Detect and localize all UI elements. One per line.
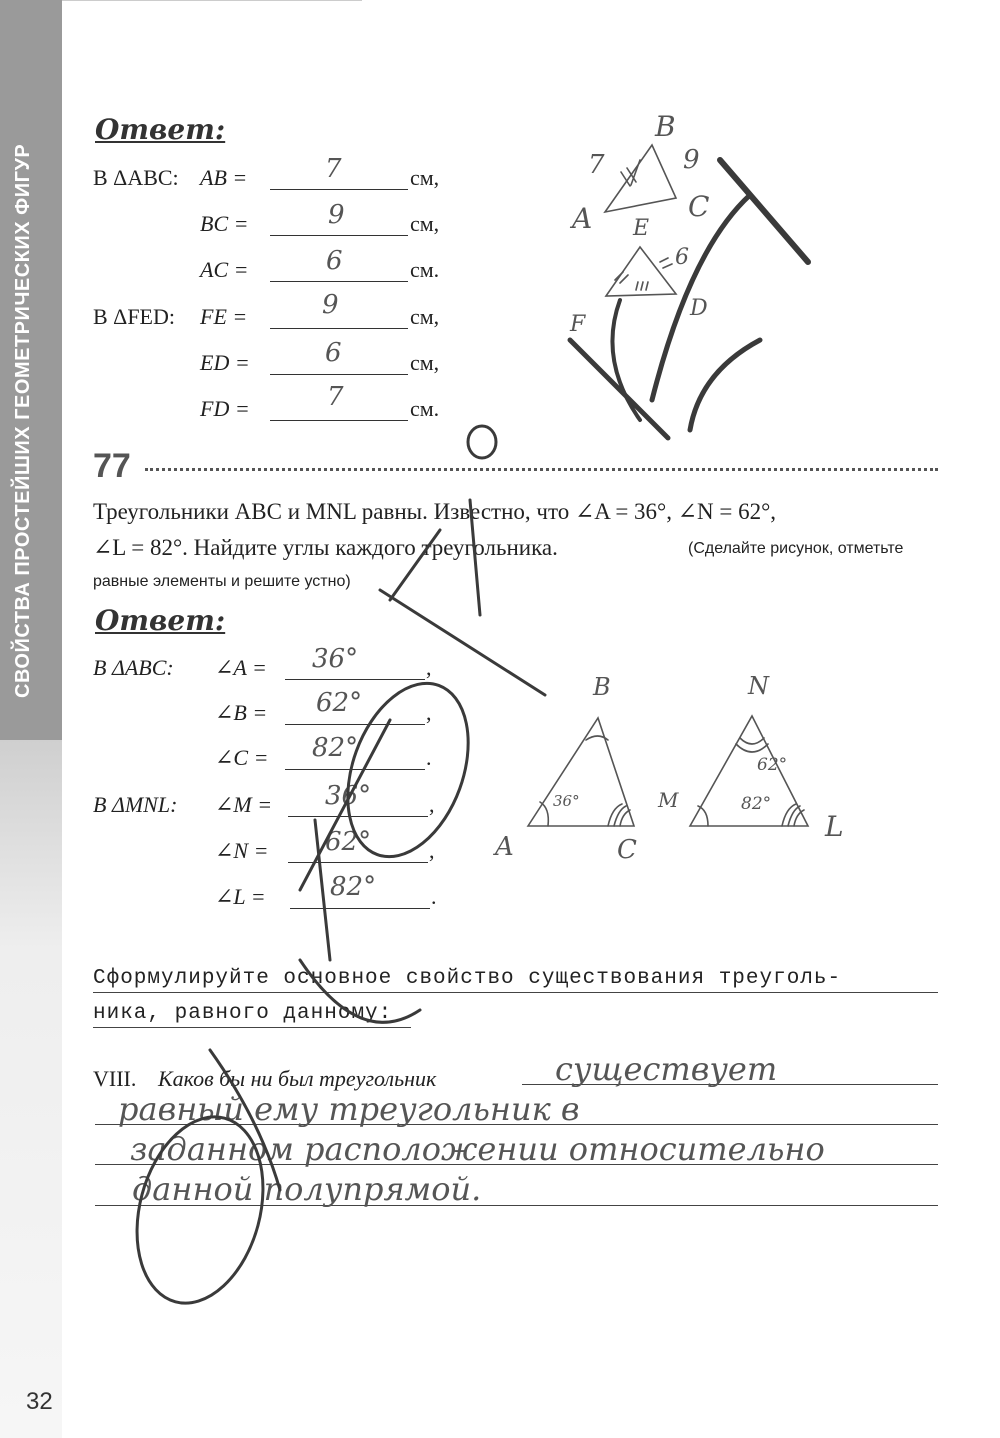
overlay-letter-o-large <box>326 667 491 874</box>
answer2-heading: Ответ: <box>95 604 226 637</box>
overlay-letter-o-bottom <box>117 1103 282 1318</box>
page-number: 32 <box>26 1388 53 1415</box>
sketch1-label: A <box>572 202 593 235</box>
answer1-row-unit: см, <box>410 211 440 236</box>
scribble-stroke <box>690 340 760 430</box>
answer2-row-label: ∠N = <box>215 838 269 863</box>
scribble-stroke <box>612 300 640 420</box>
answer1-row-unit: см. <box>410 257 440 282</box>
sketch2-label: A <box>495 832 514 862</box>
sketch1-triangle-abc <box>605 145 676 212</box>
sketch1-label: 6 <box>675 245 689 270</box>
answer1-triangle2-prefix: В ΔFED: <box>93 304 175 329</box>
answer1-row-value: 9 <box>322 290 339 320</box>
answer2-row-value: 62° <box>316 688 363 718</box>
answer2-row-label: ∠A = <box>215 655 267 680</box>
sketch1-tick-marks <box>615 258 672 290</box>
answer2-row-punct: , <box>426 700 432 725</box>
angle-arc <box>736 738 768 752</box>
sketch2-label: C <box>617 835 637 865</box>
sketch2-label: 82° <box>741 794 772 814</box>
answer2-row-punct: , <box>429 838 435 863</box>
answer2-row-punct: , <box>426 655 432 680</box>
answer2-row-value: 62° <box>325 827 372 857</box>
problem-text-line2: ∠L = 82°. Найдите углы каждого треугольника. <box>93 535 558 560</box>
property-prompt-line2: ника, равного данному: <box>93 1002 393 1025</box>
answer1-row-value: 9 <box>328 200 345 230</box>
overlay-circles <box>117 426 496 1317</box>
property-roman: VIII. <box>93 1066 137 1091</box>
property-lead: Каков бы ни был треугольник <box>158 1066 437 1091</box>
problem-hint-part1: (Сделайте рисунок, отметьте <box>688 540 904 557</box>
answer1-row-unit: см, <box>410 304 440 329</box>
sketch2-label: N <box>748 672 769 700</box>
sketch2-label: 36° <box>553 792 580 810</box>
sketch2-label: 62° <box>757 755 788 775</box>
answer1-heading: Ответ: <box>95 113 226 146</box>
answer2-row-punct: . <box>426 745 432 770</box>
answer2-row-label: ∠B = <box>215 700 268 725</box>
sketch1-label: E <box>633 216 650 241</box>
answer1-row-label: AB = <box>200 165 248 190</box>
scribble-stroke <box>210 1050 280 1190</box>
answer2-triangle1-prefix: В ΔABC: <box>93 655 174 680</box>
handwritten-answer-line: равный ему треугольник в <box>118 1090 580 1128</box>
answer1-row-label: ED = <box>200 350 250 375</box>
answer1-row-label: FE = <box>200 304 248 329</box>
property-prompt-line1: Сформулируйте основное свойство существования треуголь- <box>93 967 842 990</box>
answer1-row-value: 7 <box>327 382 344 412</box>
answer1-row-unit: см, <box>410 165 440 190</box>
scribble-stroke <box>380 590 545 695</box>
problem-text-line1: Треугольники ABC и MNL равны. Известно, что ∠A = 36°, ∠N = 62°, <box>93 499 777 524</box>
sketch2-label: L <box>825 810 844 843</box>
handwritten-answer-line: существует <box>555 1050 778 1088</box>
answer2-row-value: 36° <box>312 644 359 674</box>
answer2-triangle2-prefix: В ΔMNL: <box>93 792 178 817</box>
handwritten-answer-line: данной полупрямой. <box>132 1170 482 1208</box>
problem-number: 77 <box>93 447 131 485</box>
check-mark-scribbles <box>210 160 808 1190</box>
sketch1-label: F <box>570 312 586 337</box>
scribble-stroke <box>390 530 440 600</box>
sketch2-triangle-abc <box>528 718 634 826</box>
scribble-stroke <box>315 820 330 960</box>
answer2-row-label: ∠C = <box>215 745 269 770</box>
sketch1-label: D <box>690 296 708 321</box>
angle-arc <box>782 804 804 826</box>
scribble-stroke <box>300 720 390 890</box>
sidebar-section-title: СВОЙСТВА ПРОСТЕЙШИХ ГЕОМЕТРИЧЕСКИХ ФИГУР <box>12 143 34 698</box>
answer1-row-unit: см. <box>410 396 440 421</box>
sketch2-triangles <box>528 716 808 826</box>
answer1-row-value: 7 <box>325 154 342 184</box>
sketch1-label: C <box>688 190 710 223</box>
scribble-stroke <box>470 500 480 615</box>
answer2-row-label: ∠M = <box>215 792 273 817</box>
answer1-row-label: AC = <box>200 257 249 282</box>
sketch1-label: B <box>655 110 676 143</box>
scribble-stroke <box>652 195 750 400</box>
problem-hint-part2: равные элементы и решите устно) <box>93 573 351 590</box>
answer1-row-unit: см, <box>410 350 440 375</box>
overlay-letter-o-small <box>468 426 496 458</box>
sketch2-triangle-mnl <box>690 716 808 826</box>
sketch2-label: B <box>593 673 611 701</box>
handwritten-answer-line: заданном расположении относительно <box>130 1130 825 1168</box>
sketch1-label: 7 <box>588 150 605 180</box>
answer1-triangle1-prefix: В ΔABC: <box>93 165 179 190</box>
sketch1-tick-marks <box>621 160 640 186</box>
answer2-row-value: 82° <box>312 733 359 763</box>
answer1-row-value: 6 <box>326 246 343 276</box>
scribble-stroke <box>300 960 420 1022</box>
answer2-row-value: 36° <box>325 781 372 811</box>
answer2-row-value: 82° <box>330 872 377 902</box>
answer2-row-punct: . <box>431 884 437 909</box>
sketch2-label: M <box>658 788 679 812</box>
sketch1-label: 9 <box>683 145 700 175</box>
answer2-row-label: ∠L = <box>215 884 266 909</box>
answer1-row-label: BC = <box>200 211 249 236</box>
sketch1-triangles <box>605 145 676 296</box>
answer2-row-punct: , <box>429 792 435 817</box>
answer1-row-label: FD = <box>200 396 250 421</box>
angle-arc <box>608 804 630 826</box>
answer1-row-value: 6 <box>325 338 342 368</box>
